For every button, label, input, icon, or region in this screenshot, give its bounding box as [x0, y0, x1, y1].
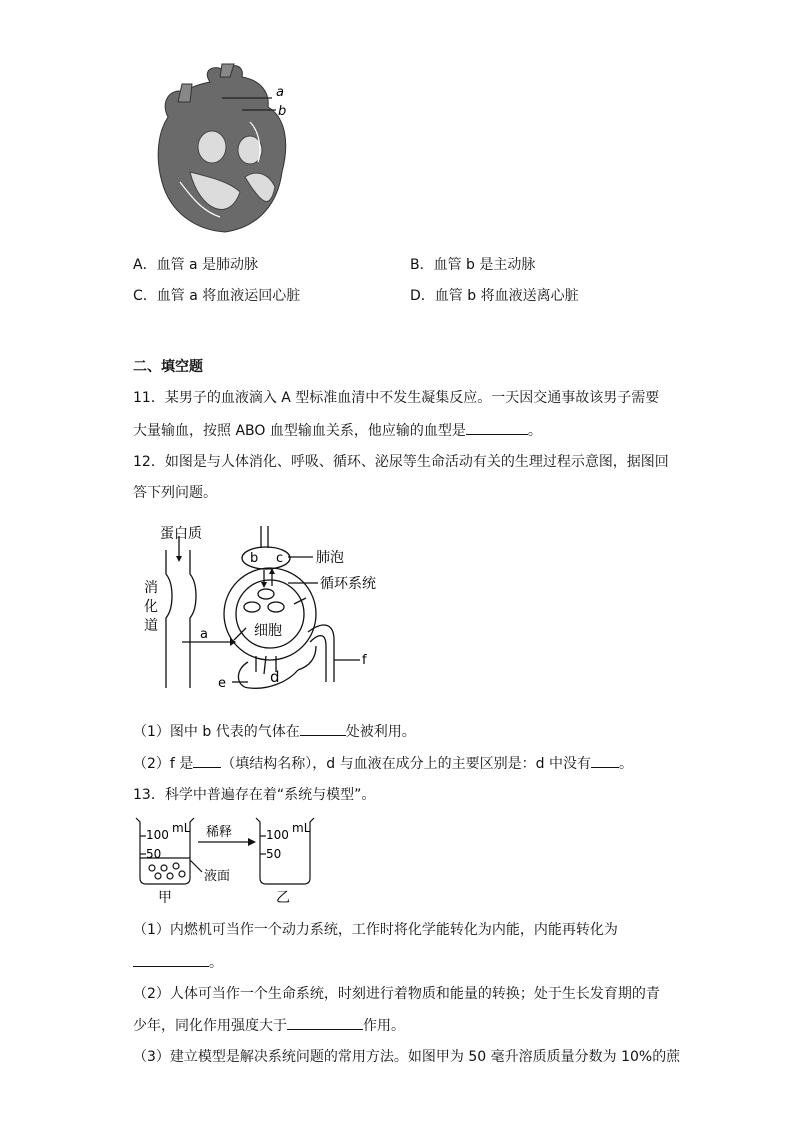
q12-sub2-end: 。: [618, 756, 633, 772]
diagram-cell: 细胞: [254, 623, 282, 639]
option-a: A．血管 a 是肺动脉: [133, 257, 259, 273]
beaker1-100: 100: [146, 828, 169, 842]
q13-sub2-blank[interactable]: [287, 1015, 363, 1030]
q12-sub2: [133, 753, 633, 774]
diagram-a: a: [200, 627, 208, 642]
diagram-tract-2: 化: [144, 599, 158, 615]
q13-line1: 13．科学中普遍存在着“系统与模型”。: [133, 787, 376, 803]
beaker-diagram: [132, 814, 322, 906]
q13-sub2-end: 作用。: [363, 1018, 405, 1034]
option-b: B．血管 b 是主动脉: [410, 257, 536, 273]
q12-sub2-blank2[interactable]: [591, 753, 619, 768]
q12-sub2-text: （2）f 是: [133, 756, 194, 772]
q13-sub1-blank[interactable]: [133, 952, 209, 967]
diagram-c: c: [276, 551, 284, 566]
diagram-tract-1: 消: [144, 580, 158, 596]
beaker-yi-label: 乙: [276, 890, 290, 906]
diagram-f: f: [362, 653, 367, 668]
q11-answer-blank[interactable]: [466, 420, 528, 435]
liquid-level-label: 液面: [204, 869, 231, 884]
diagram-alveolus: 肺泡: [316, 550, 344, 566]
diagram-circulation: 循环系统: [320, 576, 376, 592]
heart-diagram: [150, 62, 300, 238]
q13-sub1-line2: [133, 952, 223, 973]
beaker-jia-label: 甲: [158, 890, 172, 906]
q13-sub2-line1: （2）人体可当作一个生命系统，时刻进行着物质和能量的转换；处于生长发育期的青: [133, 986, 660, 1002]
beaker1-unit: mL: [172, 821, 191, 835]
diagram-tract-3: 道: [144, 618, 158, 634]
q12-sub2-mid: （填结构名称），d 与血液在成分上的主要区别是：d 中没有: [221, 756, 591, 772]
label-a: a: [276, 85, 284, 100]
q12-sub1-blank[interactable]: [300, 721, 346, 736]
diagram-protein: 蛋白质: [160, 526, 202, 542]
physiology-diagram: [138, 522, 388, 702]
option-c: C．血管 a 将血液运回心脏: [133, 288, 301, 304]
q11-text: 大量输血，按照 ABO 血型输血关系，他应输的血型是: [133, 423, 466, 439]
section-heading: 二、填空题: [133, 359, 203, 375]
q13-sub2-line2: [133, 1015, 405, 1036]
q12-sub2-blank1[interactable]: [193, 753, 221, 768]
beaker1-50: 50: [146, 847, 162, 861]
label-b: b: [278, 104, 287, 119]
diagram-d: d: [270, 668, 280, 686]
dilute-label: 稀释: [206, 825, 233, 840]
diagram-e: e: [218, 676, 226, 691]
q12-sub1-end: 处被利用。: [345, 724, 416, 740]
beaker2-50: 50: [266, 847, 282, 861]
q13-sub3-line1: （3）建立模型是解决系统问题的常用方法。如图甲为 50 毫升溶质质量分数为 10%的蔗: [133, 1049, 681, 1065]
q11-line1: 11．某男子的血液滴入 A 型标准血清中不发生凝集反应。一天因交通事故该男子需要: [133, 390, 660, 406]
q12-line1: 12．如图是与人体消化、呼吸、循环、泌尿等生命活动有关的生理过程示意图，据图回: [133, 454, 669, 470]
beaker2-100: 100: [266, 828, 289, 842]
q13-sub1-line1: （1）内燃机可当作一个动力系统，工作时将化学能转化为内能，内能再转化为: [133, 922, 618, 938]
q11-line2: [133, 420, 542, 441]
q12-sub1-text: （1）图中 b 代表的气体在: [133, 724, 300, 740]
q11-end: 。: [527, 423, 542, 439]
diagram-b: b: [250, 551, 259, 566]
option-d: D．血管 b 将血液送离心脏: [410, 288, 579, 304]
q12-line2: 答下列问题。: [133, 485, 217, 501]
q13-sub1-end: 。: [209, 955, 223, 971]
beaker2-unit: mL: [292, 821, 311, 835]
q13-sub2-text: 少年，同化作用强度大于: [133, 1018, 287, 1034]
q12-sub1: [133, 721, 416, 742]
